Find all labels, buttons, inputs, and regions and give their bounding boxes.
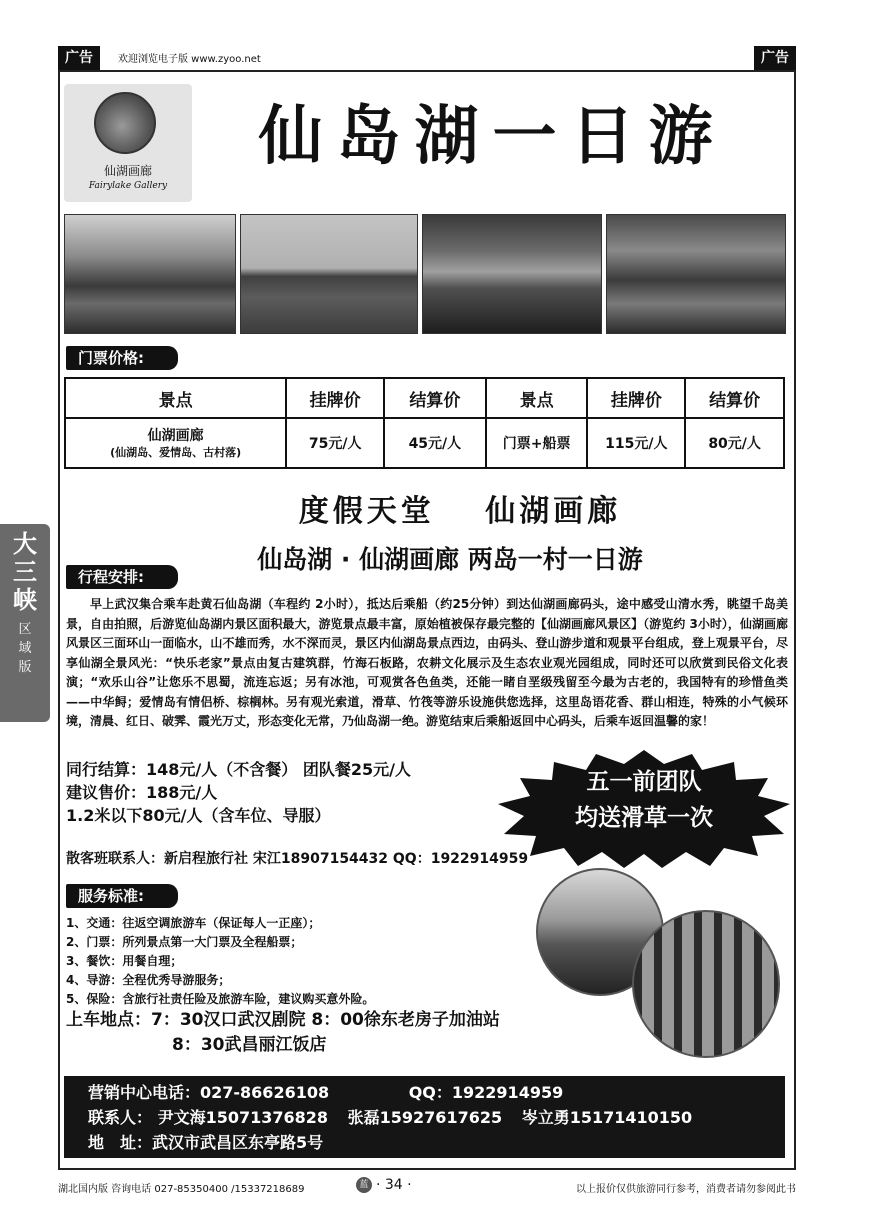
marketing-address-row	[88, 1130, 785, 1155]
welcome-text[interactable]: 欢迎浏览电子版 www.zyoo.net	[118, 54, 261, 65]
list-item: 5、保险：含旅行社责任险及旅游车险，建议购买意外险。	[66, 992, 375, 1006]
lake-islands-photo	[240, 214, 418, 334]
list-price-2: 115元/人	[587, 418, 685, 468]
header-list-price-1: 挂牌价	[286, 378, 384, 418]
slogan-part-1: 度假天堂	[298, 494, 435, 529]
list-item: 2、门票：所列景点第一大门票及全程船票；	[66, 935, 303, 949]
service-label: 服务标准:	[66, 884, 178, 908]
promo-line-1: 五一前团队	[586, 769, 702, 795]
sidebar-title-text: 大三峡	[13, 529, 37, 614]
slogan	[200, 486, 720, 530]
list-price-1: 75元/人	[286, 418, 384, 468]
sidebar-subtitle-text: 区域版	[18, 622, 32, 675]
contact-line: 散客班联系人：新启程旅行社 宋江18907154432 QQ：1922914959	[66, 851, 529, 867]
logo-cn-name: 仙湖画廊	[103, 164, 152, 178]
peer-settlement-price: 同行结算：148元/人（不含餐） 团队餐25元/人	[66, 760, 411, 779]
footer-left: 湖北国内版 咨询电话 027-85350400 /15337218689	[58, 1184, 305, 1195]
promo-text	[496, 764, 792, 836]
spot-2: 门票+船票	[486, 418, 588, 468]
header-spot-2: 景点	[486, 378, 588, 418]
spot-1-cell	[65, 418, 286, 468]
table-row	[65, 418, 784, 468]
ticket-price-table	[64, 377, 785, 469]
ad-label-right: 广告	[754, 46, 796, 70]
contact-3[interactable]: 岑立勇15171410150	[521, 1108, 693, 1127]
tour-subtitle: 仙岛湖 · 仙湖画廊 两岛一村一日游	[257, 545, 643, 574]
top-bar	[58, 46, 796, 70]
child-price: 1.2米以下80元/人（含车位、导服）	[66, 806, 331, 825]
header-spot-1: 景点	[65, 378, 286, 418]
marketing-address: 地 址：武汉市武昌区东亭路5号	[88, 1133, 324, 1152]
logo-en-name: Fairylake Gallery	[88, 181, 168, 191]
marketing-phone-row	[88, 1080, 785, 1105]
spot-1-sub: (仙湖岛、爱情岛、古村落)	[110, 445, 242, 459]
slogan-part-2: 仙湖画廊	[485, 494, 622, 529]
ad-label-left: 广告	[58, 46, 100, 70]
marketing-qq[interactable]: QQ：1922914959	[408, 1083, 564, 1102]
sidebar-subtitle	[0, 620, 50, 677]
service-list	[66, 914, 374, 1009]
page-title: 仙岛湖一日游	[258, 99, 727, 174]
list-item: 3、餐饮：用餐自理；	[66, 954, 183, 968]
blue-seal-icon: 蓝	[356, 1177, 372, 1193]
pickup-line-2: 8：30武昌丽江饭店	[172, 1035, 327, 1055]
spot-1-name: 仙湖画廊	[147, 427, 204, 444]
logo	[64, 84, 192, 202]
list-item: 1、交通：往返空调旅游车（保证每人一正座）；	[66, 916, 321, 930]
header-settle-price-1: 结算价	[384, 378, 486, 418]
lakeside-pavilion-photo	[606, 214, 786, 334]
price-info	[66, 758, 411, 827]
lakeside-house-photo	[64, 214, 236, 334]
marketing-contacts-row	[88, 1105, 785, 1130]
contact-2[interactable]: 张磊15927617625	[347, 1108, 503, 1127]
contact-1[interactable]: 尹文海15071376828	[157, 1108, 329, 1127]
suggested-price: 建议售价：188元/人	[66, 783, 218, 802]
header-settle-price-2: 结算价	[685, 378, 784, 418]
itinerary-label: 行程安排:	[66, 565, 178, 589]
lake-reflection-photo	[422, 214, 602, 334]
promo-line-2: 均送滑草一次	[575, 805, 713, 831]
marketing-phone[interactable]: 营销中心电话：027-86626108	[88, 1083, 330, 1102]
region-sidebar-tab[interactable]	[0, 524, 50, 722]
page-number: · 34 ·	[376, 1177, 412, 1193]
list-item: 4、导游：全程优秀导游服务；	[66, 973, 231, 987]
page-number-block	[356, 1177, 412, 1193]
marketing-band	[64, 1076, 785, 1158]
pickup-points	[66, 1008, 500, 1058]
logo-emblem-icon	[94, 92, 156, 154]
settle-price-1: 45元/人	[384, 418, 486, 468]
settle-price-2: 80元/人	[685, 418, 784, 468]
footer-disclaimer: 以上报价仅供旅游同行参考，消费者请勿参阅此书	[576, 1184, 796, 1195]
contacts-label: 联系人：	[88, 1108, 153, 1127]
pickup-line-1: 上车地点：7：30汉口武汉剧院 8：00徐东老房子加油站	[66, 1010, 500, 1030]
promo-burst	[496, 750, 792, 868]
table-header-row	[65, 378, 784, 418]
itinerary-text: 早上武汉集合乘车赴黄石仙岛湖（车程约 2小时），抵达后乘船（约25分钟）到达仙湖画廊码头，途中感受山清水秀，眺望千岛美景，自由拍照，后游览仙岛湖内景区面积最大，游览景点最丰富，原始植被保存最完整的【仙湖画廊风景区】（游览约 3小时），仙湖画廊风景区三面环山一面临水，山不雄而秀，水不深而灵，景区内仙湖岛景点西边，由码头、登山游步道和观景平台组成，登上观景平台，尽享仙湖全景风光：“快乐老家”景点由复古建筑群，竹海石板路，农耕文化展示及生态农业观光园组成，同时还可以欣赏到民俗文化表演；“欢乐山谷”让您乐不思蜀，流连忘返；另有冰池，可观赏各色鱼类，还能一睹自垩级残留至今最为古老的，我国特有的珍惜鱼类——中华鲟；爱情岛有情侣桥、棕榈林。另有观光索道，滑草、竹筏等游乐设施供您选择，这里岛语花香、群山相连，特殊的小气候环境，清晨、红日、破霁、霞光万丈，形态变化无常，乃仙岛湖一绝。游览结束后乘船返回中心码头，后乘车返回温馨的家！	[66, 597, 788, 728]
sidebar-title	[0, 530, 50, 614]
abacus-photo	[632, 910, 780, 1058]
header-list-price-2: 挂牌价	[587, 378, 685, 418]
ticket-price-label: 门票价格:	[66, 346, 178, 370]
